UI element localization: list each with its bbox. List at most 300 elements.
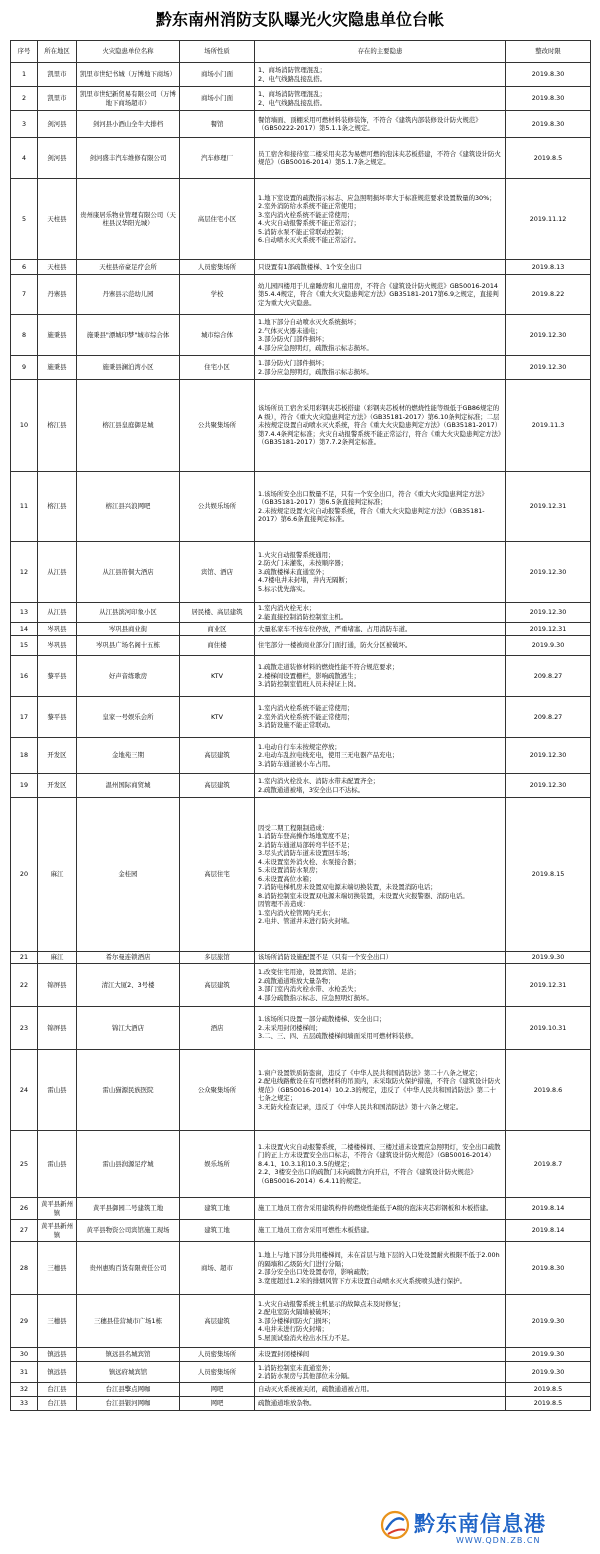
row-number: 7 xyxy=(11,275,38,315)
row-issues xyxy=(255,738,506,774)
row-issues xyxy=(255,472,506,542)
issue-line: 3.部门室内消火栓水带、水枪丢失； xyxy=(258,985,360,993)
issue-line: 2.部分安全出口处设置卷帘，影响疏散； xyxy=(258,1268,373,1276)
row-area: 开发区 xyxy=(38,738,77,774)
row-venue-type: 人员密集场所 xyxy=(180,1362,255,1383)
issue-line: 1、商场消防管理混乱； xyxy=(258,90,326,98)
row-unit-name: 好声音练歌房 xyxy=(77,656,180,697)
row-deadline: 2019.9.30 xyxy=(506,952,591,964)
row-number: 19 xyxy=(11,774,38,798)
row-unit-name: 三穗县佳营城市广场1栋 xyxy=(77,1295,180,1348)
row-deadline: 2019.9.30 xyxy=(506,1348,591,1362)
issue-line: 2、电气线路乱接乱搭。 xyxy=(258,98,326,107)
row-area: 天柱县 xyxy=(38,179,77,260)
row-area: 三穗县 xyxy=(38,1242,77,1295)
header-issues: 存在的主要隐患 xyxy=(255,41,506,63)
row-venue-type: 汽车修理厂 xyxy=(180,138,255,179)
issue-line: 1.部分防火门部件损坏； xyxy=(258,359,329,367)
row-issues xyxy=(255,1220,506,1242)
issue-line: 1.地上与地下部分共用楼梯间，未在首层与地下层的入口处设置耐火极限不低于2.00h的隔墙和乙级防火门进行分隔； xyxy=(258,1251,500,1268)
row-deadline: 2019.8.30 xyxy=(506,1242,591,1295)
issue-line: 4.部分应急照明灯，疏散指示标志损坏。 xyxy=(258,343,373,352)
row-issues xyxy=(255,1362,506,1383)
row-number: 28 xyxy=(11,1242,38,1295)
issue-line: 只设置有1部疏散楼梯、1个安全出口 xyxy=(258,262,362,271)
row-number: 31 xyxy=(11,1362,38,1383)
row-unit-name: 黄平县物资公司宾馆施工现场 xyxy=(77,1220,180,1242)
row-unit-name: 施秉县澜泊湾小区 xyxy=(77,356,180,380)
row-unit-name: 凯里市世纪新贸易有限公司（万博地下商场超市） xyxy=(77,87,180,111)
issue-line: 1.室内消火栓管网内无水； xyxy=(258,908,335,917)
row-number: 10 xyxy=(11,380,38,472)
header-unit: 火灾隐患单位名称 xyxy=(77,41,180,63)
row-deadline: 2019.8.14 xyxy=(506,1198,591,1220)
row-issues xyxy=(255,315,506,356)
row-venue-type: 网吧 xyxy=(180,1397,255,1411)
table-row xyxy=(11,356,591,380)
page-title: 黔东南州消防支队曝光火灾隐患单位台帐 xyxy=(155,10,444,29)
issue-line: 1.室内消火栓系统不能正常使用； xyxy=(258,704,354,713)
row-deadline: 2019.8.30 xyxy=(506,111,591,138)
row-venue-type: 商住楼 xyxy=(180,636,255,656)
row-venue-type: 人员密集场所 xyxy=(180,1348,255,1362)
row-deadline: 2019.8.7 xyxy=(506,1131,591,1198)
issue-line: 2.2、3楼安全出口的疏散门未向疏散方向开启，不符合《建筑设计防火规范》（GB50016-2014）6.4.11的规定。 xyxy=(258,1168,477,1185)
row-area: 黄平县新州镇 xyxy=(38,1198,77,1220)
table-row xyxy=(11,380,591,472)
row-unit-name: 贵州康居乐物业管理有限公司（天柱县汉华阳光城） xyxy=(77,179,180,260)
row-deadline: 2019.8.14 xyxy=(506,1220,591,1242)
row-number: 18 xyxy=(11,738,38,774)
row-unit-name: 台江县银河网咖 xyxy=(77,1397,180,1411)
table-row xyxy=(11,111,591,138)
row-area: 凯里市 xyxy=(38,63,77,87)
table-row xyxy=(11,603,591,623)
row-number: 29 xyxy=(11,1295,38,1348)
row-area: 从江县 xyxy=(38,603,77,623)
row-deadline: 2019.8.22 xyxy=(506,275,591,315)
issue-line: 2.消防车通道局部转弯半径不足； xyxy=(258,840,354,849)
row-area: 剑河县 xyxy=(38,111,77,138)
table-row xyxy=(11,697,591,738)
issue-line: 2.未按规定设置火灾自动报警系统，符合《重大火灾隐患判定方法》（GB35181-2017）第6.6条直接判定标准。 xyxy=(258,506,485,523)
row-deadline: 2019.12.30 xyxy=(506,315,591,356)
row-number: 27 xyxy=(11,1220,38,1242)
table-row xyxy=(11,138,591,179)
row-number: 6 xyxy=(11,260,38,275)
row-venue-type: 商业区 xyxy=(180,623,255,636)
watermark-url: WWW.QDN.ZB.CN xyxy=(456,1536,541,1545)
row-area: 榕江县 xyxy=(38,472,77,542)
issue-line: 1.该场所安全出口数量不足，只有一个安全出口，符合《重大火灾隐患判定方法》（GB35181-2017）第6.5条直接判定标准； xyxy=(258,489,488,506)
issue-line: 1.室内消火栓没水、消防水带未配置齐全； xyxy=(258,777,380,785)
issue-line: 1、商场消防管理混乱； xyxy=(258,66,326,74)
row-deadline: 2019.9.30 xyxy=(506,636,591,656)
row-issues xyxy=(255,964,506,1007)
issue-line: 6.自动喷水灭火系统不能正常运行。 xyxy=(258,236,360,244)
issue-line: 5.未设置消防水泵房； xyxy=(258,866,322,874)
row-deadline: 2019.8.30 xyxy=(506,87,591,111)
table-row xyxy=(11,1220,591,1242)
row-number: 25 xyxy=(11,1131,38,1198)
row-issues xyxy=(255,1007,506,1050)
row-number: 9 xyxy=(11,356,38,380)
issue-line: 4.未设置室外消火栓、水泵接合器； xyxy=(258,857,360,866)
table-row xyxy=(11,1007,591,1050)
issue-line: 3.消防设施不能正常联动。 xyxy=(258,721,335,730)
row-area: 岑巩县 xyxy=(38,636,77,656)
issue-line: 2.室外消火栓系统不能正常使用； xyxy=(258,712,354,721)
row-unit-name: 黄平县御园二号建筑工地 xyxy=(77,1198,180,1220)
row-number: 30 xyxy=(11,1348,38,1362)
issue-line: 4.电井未进行防火封堵； xyxy=(258,1325,329,1334)
issue-line: 3.部分楼梯间防火门损坏； xyxy=(258,1316,335,1325)
row-area: 镇远县 xyxy=(38,1348,77,1362)
row-venue-type: KTV xyxy=(180,656,255,697)
row-issues xyxy=(255,380,506,472)
table-row xyxy=(11,1348,591,1362)
issue-line: 5.屋顶试验消火栓出水压力不足。 xyxy=(258,1333,354,1342)
issue-line: 2.防火门未灌浆，未按顺序器； xyxy=(258,559,348,568)
row-unit-name: 岑巩县广场名阁十五栋 xyxy=(77,636,180,656)
row-deadline: 2019.9.30 xyxy=(506,1295,591,1348)
row-deadline: 2019.8.13 xyxy=(506,260,591,275)
row-issues xyxy=(255,1348,506,1362)
table-row xyxy=(11,1198,591,1220)
issue-line: 3.部分防火门部件损坏； xyxy=(258,335,329,343)
row-area: 施秉县 xyxy=(38,315,77,356)
header-no: 序号 xyxy=(11,41,38,63)
row-unit-name: 台江县擎点网咖 xyxy=(77,1383,180,1397)
row-area: 三穗县 xyxy=(38,1295,77,1348)
row-deadline: 2019.8.5 xyxy=(506,1383,591,1397)
issue-line: 2.未采用封闭楼梯间； xyxy=(258,1023,322,1032)
row-issues xyxy=(255,1383,506,1397)
row-number: 16 xyxy=(11,656,38,697)
watermark xyxy=(374,1504,600,1554)
row-area: 开发区 xyxy=(38,774,77,798)
watermark-logo-icon xyxy=(380,1510,410,1540)
row-venue-type: 高层建筑 xyxy=(180,774,255,798)
issue-line: 3.宽度超过1.2米的排烟风管下方未设置自动喷水灭火系统喷头进行保护。 xyxy=(258,1276,466,1285)
issue-line: 2、电气线路乱接乱搭。 xyxy=(258,74,326,83)
row-number: 32 xyxy=(11,1383,38,1397)
row-deadline: 2019.12.30 xyxy=(506,738,591,774)
issue-line: 4.7楼电井未封堵，井内无隔断； xyxy=(258,576,352,585)
row-venue-type: 建筑工地 xyxy=(180,1220,255,1242)
row-area: 岑巩县 xyxy=(38,623,77,636)
issue-line: 6.未设置高位水箱； xyxy=(258,874,316,883)
row-area: 黎平县 xyxy=(38,656,77,697)
row-deadline: 2019.8.30 xyxy=(506,63,591,87)
row-area: 镇远县 xyxy=(38,1362,77,1383)
table-row xyxy=(11,275,591,315)
table-row xyxy=(11,542,591,603)
row-venue-type: 酒店 xyxy=(180,1007,255,1050)
header-deadline: 整改时限 xyxy=(506,41,591,63)
row-area: 黄平县新州镇 xyxy=(38,1220,77,1242)
row-area: 锦屏县 xyxy=(38,1007,77,1050)
issue-line: 施工工地员工宿舍采用建筑构件的燃烧性能低于A级的泡沫夹芯彩钢板和木板搭建。 xyxy=(258,1204,493,1213)
row-unit-name: 剑河盛丰汽车维修有限公司 xyxy=(77,138,180,179)
row-deadline: 2019.12.30 xyxy=(506,603,591,623)
row-area: 剑河县 xyxy=(38,138,77,179)
row-number: 24 xyxy=(11,1050,38,1131)
watermark-brand: 黔东南信息港 xyxy=(414,1511,546,1536)
issue-line: 3.消防车通道被小车占用。 xyxy=(258,759,335,768)
row-issues xyxy=(255,1198,506,1220)
row-unit-name: 金地苑三期 xyxy=(77,738,180,774)
row-deadline: 2019.10.31 xyxy=(506,1007,591,1050)
table-body xyxy=(11,63,591,1411)
issue-line: 3.疏散楼梯未直通室外； xyxy=(258,567,329,576)
table-row xyxy=(11,1362,591,1383)
row-venue-type: 人员密集场所 xyxy=(180,260,255,275)
table-row xyxy=(11,798,591,952)
issue-line: 7.消防电梯机房未设置双电源末端切换装置，未设置消防电话； xyxy=(258,883,437,891)
row-number: 8 xyxy=(11,315,38,356)
row-issues xyxy=(255,603,506,623)
row-area: 天柱县 xyxy=(38,260,77,275)
table-row xyxy=(11,179,591,260)
row-deadline: 209.8.27 xyxy=(506,697,591,738)
issue-line: 3.二、三、四、五层疏散楼梯间墙面采用可燃材料装修。 xyxy=(258,1032,418,1041)
row-unit-name: 雷山猫源民族医院 xyxy=(77,1050,180,1131)
row-unit-name: 贵州惠购百货有限责任公司 xyxy=(77,1242,180,1295)
table-row xyxy=(11,1050,591,1131)
issue-line: 4.部分疏散指示标志、应急照明灯损坏。 xyxy=(258,993,373,1002)
issue-line: 3.消防控制室值班人员未持证上岗。 xyxy=(258,680,360,689)
row-unit-name: 岑巩县商业街 xyxy=(77,623,180,636)
table-row xyxy=(11,774,591,798)
row-venue-type: KTV xyxy=(180,697,255,738)
row-unit-name: 镇远县名城宾馆 xyxy=(77,1348,180,1362)
row-number: 21 xyxy=(11,952,38,964)
row-area: 台江县 xyxy=(38,1383,77,1397)
row-venue-type: 住宅小区 xyxy=(180,356,255,380)
row-issues xyxy=(255,623,506,636)
issue-line: 2.疏散通道被堵，3安全出口不达标。 xyxy=(258,785,365,794)
row-deadline: 209.8.27 xyxy=(506,656,591,697)
row-issues xyxy=(255,63,506,87)
row-issues xyxy=(255,179,506,260)
hazard-table xyxy=(10,40,591,1411)
table-row xyxy=(11,1295,591,1348)
row-venue-type: 商场小门面 xyxy=(180,87,255,111)
row-deadline: 2019.12.31 xyxy=(506,964,591,1007)
table-row xyxy=(11,472,591,542)
row-unit-name: 希尔曼连锁酒店 xyxy=(77,952,180,964)
row-area: 施秉县 xyxy=(38,356,77,380)
row-venue-type: 宾馆、酒店 xyxy=(180,542,255,603)
row-venue-type: 公共娱乐场所 xyxy=(180,472,255,542)
table-row xyxy=(11,1397,591,1411)
table-row xyxy=(11,964,591,1007)
issue-line: 1.室内消火栓无水； xyxy=(258,604,316,612)
row-deadline: 2019.8.15 xyxy=(506,798,591,952)
row-area: 麻江 xyxy=(38,798,77,952)
row-unit-name: 天柱县帝豪足疗会所 xyxy=(77,260,180,275)
table-row xyxy=(11,87,591,111)
row-deadline: 2019.12.31 xyxy=(506,472,591,542)
row-issues xyxy=(255,356,506,380)
issue-line: 3.室内消火栓系统不能正常使用； xyxy=(258,210,354,219)
issue-line: 施工工地员工宿舍采用可燃性木板搭建。 xyxy=(258,1226,374,1235)
row-issues xyxy=(255,1242,506,1295)
issue-line: 员工宿舍和接待室二楼采用夹芯为易燃可燃的泡沫夹芯板搭建，不符合《建筑设计防火规范》（GB50016-2014）第5.1.7条之规定。 xyxy=(258,149,501,166)
row-issues xyxy=(255,952,506,964)
issue-line: 1.该场所只设置一部分疏散楼梯、安全出口； xyxy=(258,1015,386,1024)
row-unit-name: 锦江大酒店 xyxy=(77,1007,180,1050)
issue-line: 2.疏散通道堆放大量杂物； xyxy=(258,976,335,985)
table-row xyxy=(11,260,591,275)
issue-line: 1.火灾自动报警系统主机显示的故障点未及时修复； xyxy=(258,1299,405,1308)
row-venue-type: 城市综合体 xyxy=(180,315,255,356)
table-row xyxy=(11,656,591,697)
row-unit-name: 金桂园 xyxy=(77,798,180,952)
issue-line: 1.未设置火灾自动报警系统，二楼楼梯间、三楼过道未设置应急照明灯，安全出口疏散门的正上方未设置安全出口标志，不符合《建筑设计防火规范》（GB50016-2014）8.4.1、10.3.1和10.3.5的规定； xyxy=(258,1142,501,1168)
header-type: 场所性质 xyxy=(180,41,255,63)
row-area: 丹寨县 xyxy=(38,275,77,315)
row-unit-name: 温州国际商贸城 xyxy=(77,774,180,798)
row-venue-type: 商场、超市 xyxy=(180,1242,255,1295)
row-unit-name: 从江县滨河印象小区 xyxy=(77,603,180,623)
row-venue-type: 高层住宅小区 xyxy=(180,179,255,260)
issue-line: 1.消防控制室未直通室外； xyxy=(258,1363,335,1372)
issue-line: 5.标示优先落实。 xyxy=(258,584,309,593)
row-unit-name: 凯里市世纪书城（万博地下商场） xyxy=(77,63,180,87)
issue-line: 2.楼梯间设置栅栏，影响疏散逃生； xyxy=(258,671,360,680)
issue-line: 2.配电室防火隔墙被破坏； xyxy=(258,1308,335,1317)
issue-line: 未设置封闭楼梯间 xyxy=(258,1350,310,1359)
row-venue-type: 商场小门面 xyxy=(180,63,255,87)
row-area: 黎平县 xyxy=(38,697,77,738)
row-issues xyxy=(255,1131,506,1198)
row-area: 榕江县 xyxy=(38,380,77,472)
row-number: 3 xyxy=(11,111,38,138)
row-number: 17 xyxy=(11,697,38,738)
row-number: 23 xyxy=(11,1007,38,1050)
issue-line: 2.电动车乱拉电线充电，使用三无电器产品充电； xyxy=(258,751,399,760)
row-venue-type: 公众聚集场所 xyxy=(180,1050,255,1131)
row-issues xyxy=(255,275,506,315)
row-number: 33 xyxy=(11,1397,38,1411)
row-deadline: 2019.11.3 xyxy=(506,380,591,472)
issue-line: 2.气体灭火器未通电； xyxy=(258,326,322,335)
issue-line: 大量私家车不按车位停放，严重堵塞、占用消防车道。 xyxy=(258,624,412,633)
row-issues xyxy=(255,798,506,952)
row-venue-type: 居民楼、高层建筑 xyxy=(180,603,255,623)
issue-line: 幼儿园四楼用于儿童睡房和儿童用房，不符合《建筑设计防火规范》GB50016-2014第5.4.4规定，符合《重大火灾隐患判定方法》GB35181-2017第6.9之规定，直接判定为重大火灾隐患。 xyxy=(258,281,499,307)
row-number: 5 xyxy=(11,179,38,260)
row-area: 台江县 xyxy=(38,1397,77,1411)
row-area: 雷山县 xyxy=(38,1131,77,1198)
row-issues xyxy=(255,1295,506,1348)
issue-line: 因管理不善造成： xyxy=(258,900,310,908)
issue-line: 2.室外消防给水系统不能正常使用； xyxy=(258,202,360,210)
row-number: 14 xyxy=(11,623,38,636)
row-number: 15 xyxy=(11,636,38,656)
issue-line: 2.电井、管道井未进行防火封堵。 xyxy=(258,917,354,925)
row-deadline: 2019.11.12 xyxy=(506,179,591,260)
row-number: 2 xyxy=(11,87,38,111)
row-issues xyxy=(255,697,506,738)
issue-line: 餐馆墙面、顶棚采用可燃材料装修装饰，不符合《建筑内部装修设计防火规范》（GB50222-2017）第5.1.1条之规定。 xyxy=(258,115,482,132)
row-number: 20 xyxy=(11,798,38,952)
row-venue-type: 娱乐场所 xyxy=(180,1131,255,1198)
row-deadline: 2019.8.6 xyxy=(506,1050,591,1131)
table-row xyxy=(11,315,591,356)
row-issues xyxy=(255,1050,506,1131)
row-issues xyxy=(255,542,506,603)
row-deadline: 2019.12.31 xyxy=(506,623,591,636)
header-area: 所在地区 xyxy=(38,41,77,63)
issue-line: 5.消防水泵不能正常联动控制； xyxy=(258,227,348,236)
row-venue-type: 多层旅馆 xyxy=(180,952,255,964)
issue-line: 3.无防火检查记录，违反了《中华人民共和国消防法》第十六条之规定。 xyxy=(258,1102,463,1111)
issue-line: 1.电动自行车未按规定停放； xyxy=(258,742,341,751)
row-venue-type: 高层建筑 xyxy=(180,964,255,1007)
row-venue-type: 建筑工地 xyxy=(180,1198,255,1220)
issue-line: 1.改变住宅用途，设置宾馆、足浴； xyxy=(258,968,360,976)
row-deadline: 2019.12.30 xyxy=(506,774,591,798)
row-issues xyxy=(255,138,506,179)
issue-line: 2.消防水泵房与其他部位未分隔。 xyxy=(258,1372,354,1380)
row-unit-name: 榕江县兴浪网吧 xyxy=(77,472,180,542)
row-area: 凯里市 xyxy=(38,87,77,111)
row-issues xyxy=(255,636,506,656)
row-area: 雷山县 xyxy=(38,1050,77,1131)
issue-line: 疏散通道堆放杂物。 xyxy=(258,1399,316,1408)
row-issues xyxy=(255,260,506,275)
issue-line: 1.窗户设置铁质防盗窗，违反了《中华人民共和国消防法》第二十八条之规定； xyxy=(258,1068,482,1077)
issue-line: 该场所员工宿舍采用彩钢夹芯板搭建（彩钢夹芯板材的燃烧性能等级低于GB86规定的A 级），符合《重大火灾隐患判定方法》（GB35181-2017）第6.10条判定标准；二层未按规定设置自动喷水灭火系统，符合《重大火灾隐患判定方法》（GB35181-2017）第7.4.4条判定标准；火灾自动报警系统不能正常运行，符合《重大火灾隐患判定方法》（GB35181-2017）第7.7.2条判定标准。 xyxy=(258,404,502,447)
issue-line: 1.疏散走道装修材料的燃烧性能不符合规范要求； xyxy=(258,663,399,672)
row-number: 4 xyxy=(11,138,38,179)
row-number: 12 xyxy=(11,542,38,603)
issue-line: 自动灭火系统被关闭，疏散通道被占用。 xyxy=(258,1385,374,1394)
row-issues xyxy=(255,1397,506,1411)
issue-line: 2.部分应急照明灯，疏散指示标志损坏。 xyxy=(258,367,373,376)
row-number: 22 xyxy=(11,964,38,1007)
table-row xyxy=(11,623,591,636)
row-deadline: 2019.9.30 xyxy=(506,1362,591,1383)
row-deadline: 2019.12.30 xyxy=(506,356,591,380)
row-unit-name: 丹寨县示范幼儿园 xyxy=(77,275,180,315)
row-unit-name: 皇家一号娱乐会所 xyxy=(77,697,180,738)
row-unit-name: 施秉县"漂城印梦"城市综合体 xyxy=(77,315,180,356)
row-number: 11 xyxy=(11,472,38,542)
issue-line: 因受二期工程限制造成： xyxy=(258,823,329,832)
issue-line: 2.配电线路敷设在有可燃材料的吊顶内，未采取防火保护措施，不符合《建筑设计防火规范》（GB50016-2014）10.2.3的规定，违反了《中华人民共和国消防法》第二十七条之规定； xyxy=(258,1077,501,1103)
table-row xyxy=(11,738,591,774)
issue-line: 1.地下室设置的疏散指示标志、应急照明损坏率大于标准规范要求设置数量的30%； xyxy=(258,193,496,202)
row-venue-type: 网吧 xyxy=(180,1383,255,1397)
issue-line: 该场所消防设施配置不足（只有一个安全出口） xyxy=(258,953,393,962)
row-unit-name: 镇远府城宾馆 xyxy=(77,1362,180,1383)
row-unit-name: 剑河县小酒山全牛大排档 xyxy=(77,111,180,138)
issue-line: 1.消防车登高操作场地宽度不足； xyxy=(258,832,354,840)
row-issues xyxy=(255,87,506,111)
table-row xyxy=(11,636,591,656)
table-row xyxy=(11,1383,591,1397)
issue-line: 2.能直接控制消防控制室主机。 xyxy=(258,612,348,621)
issue-line: 8.消防控制室未设置双电源末端切换装置，未设置火灾报警器、消防电话。 xyxy=(258,891,469,900)
row-area: 从江县 xyxy=(38,542,77,603)
table-row xyxy=(11,952,591,964)
row-venue-type: 餐馆 xyxy=(180,111,255,138)
row-number: 1 xyxy=(11,63,38,87)
